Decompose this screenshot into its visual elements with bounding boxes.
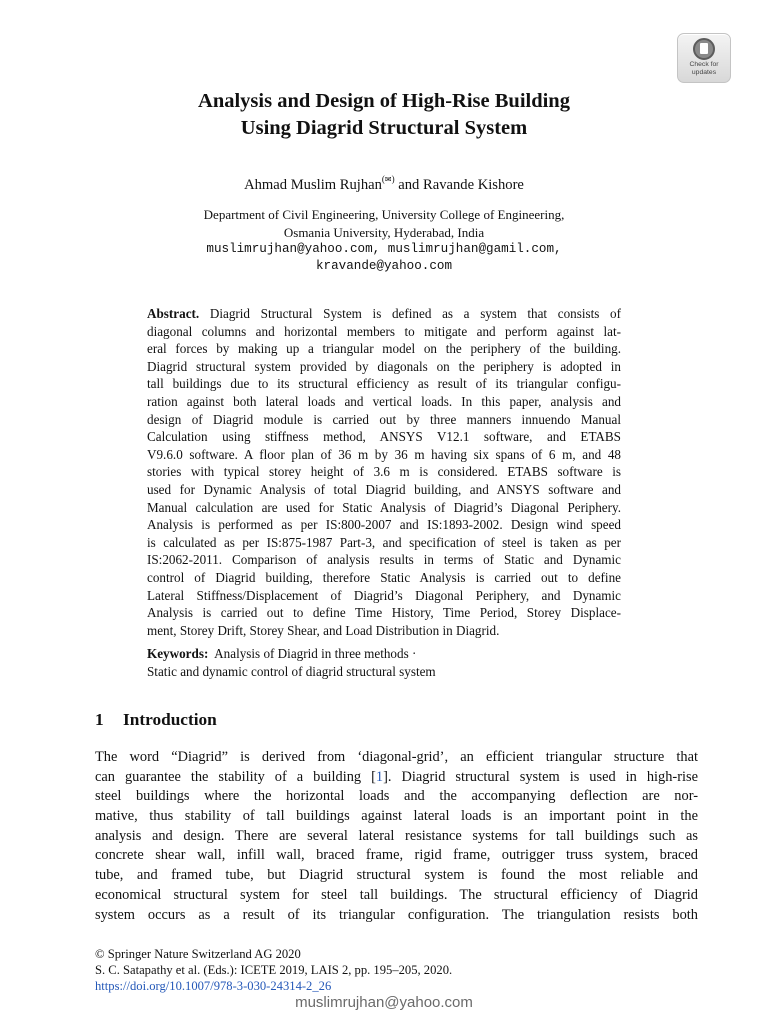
abstract-line: used for Dynamic Analysis of total Diagrid building, and ANSYS software and	[147, 481, 621, 497]
abstract-line: Diagrid structural system provided by diagonals on the periphery is adopted in	[147, 358, 621, 374]
abstract-line: Analysis is performed as per IS:800-2007 and IS:1893-2002. Design wind speed	[147, 517, 621, 533]
authors	[100, 170, 668, 195]
abstract-line: Calculation using stiffness method, ANSYS V12.1 software, and ETABS	[147, 429, 621, 445]
body-line: The word “Diagrid” is derived from ‘diagonal-grid’, an efficient triangular structure that	[95, 749, 698, 765]
abstract-line: is calculated as per IS:875-1987 Part-3, and specification of steel is taken as per	[147, 534, 621, 550]
email-line[interactable]: kravande@yahoo.com	[315, 259, 453, 273]
citation-line: S. C. Satapathy et al. (Eds.): ICETE 2019, LAIS 2, pp. 195–205, 2020.	[95, 963, 453, 977]
citation-link[interactable]: 1	[375, 768, 384, 785]
keywords	[147, 645, 621, 681]
introduction-body	[95, 748, 698, 925]
email-line[interactable]: muslimrujhan@yahoo.com, muslimrujhan@gamil.com,	[206, 242, 562, 256]
abstract-line: stories with typical storey height of 3.6 m is considered. ETABS software is	[147, 464, 621, 480]
body-line: concrete shear wall, infill wall, braced frame, rigid frame, outrigger truss system, braced	[95, 847, 698, 864]
abstract-line: Manual calculation are used for Static Analysis of Diagrid’s Diagonal Periphery.	[147, 499, 621, 515]
abstract	[147, 305, 621, 639]
abstract-label: Abstract.	[147, 306, 200, 321]
check-for-updates-badge[interactable]	[677, 33, 731, 83]
title-line-2: Using Diagrid Structural System	[240, 117, 528, 139]
keywords-line: Static and dynamic control of diagrid structural system	[147, 664, 436, 679]
abstract-line: IS:2062-2011. Comparison of analysis results in terms of Static and Dynamic	[147, 552, 621, 568]
body-line: system occurs as a result of its triangular configuration. The triangulation resists both	[95, 906, 698, 923]
abstract-line: V9.6.0 software. A floor plan of 36 m by 36 m having six spans of 6 m, and 48	[147, 446, 621, 462]
bookmark-icon	[693, 38, 715, 60]
copyright-line: © Springer Nature Switzerland AG 2020	[95, 947, 301, 961]
abstract-line: eral forces by making up a triangular model on the periphery of the building.	[147, 341, 621, 357]
doi-link[interactable]: https://doi.org/10.1007/978-3-030-24314-2_26	[95, 979, 332, 993]
section-title: Introduction	[123, 710, 217, 729]
abstract-line: ration against both lateral loads and vertical loads. In this paper, analysis and	[147, 393, 621, 409]
watermark-text: muslimrujhan@yahoo.com	[295, 994, 473, 1011]
abstract-line: Lateral Stiffness/Displacement of Diagrid’s Diagonal Periphery, and Dynamic	[147, 587, 621, 603]
author-name: Ahmad Muslim Rujhan	[244, 176, 382, 193]
badge-label: Check for updates	[689, 61, 719, 76]
body-line: economical structural system for steel tall buildings. The structural efficiency of Diagrid	[95, 886, 698, 903]
body-line: tube, and framed tube, but Diagrid structural system is found the most reliable and	[95, 867, 698, 884]
footer	[95, 946, 695, 994]
keywords-label: Keywords:	[147, 646, 209, 661]
corresponding-author-mark: (✉)	[382, 174, 395, 184]
abstract-line: tall buildings due to its structural efficiency as result of its triangular configu-	[147, 376, 621, 392]
abstract-line: Analysis is carried out to define Time History, Time Period, Storey Displace-	[147, 605, 621, 621]
author-separator: and	[394, 176, 423, 193]
author-name: Ravande Kishore	[423, 176, 524, 193]
envelope-icon[interactable]: ✉	[384, 175, 392, 184]
abstract-line: diagonal columns and horizontal members to mitigate and perform against lat-	[147, 323, 621, 339]
abstract-line: ment, Storey Drift, Storey Shear, and Load Distribution in Diagrid.	[147, 622, 500, 638]
affiliation-line: Department of Civil Engineering, University College of Engineering,	[203, 207, 565, 222]
section-number: 1	[95, 710, 104, 729]
section-heading	[95, 709, 217, 731]
keywords-line: Keywords: Analysis of Diagrid in three methods ·	[147, 646, 417, 661]
body-line: analysis and design. There are several lateral resistance systems for tall buildings such as	[95, 827, 698, 844]
body-line: can guarantee the stability of a building [1]. Diagrid structural system is used in high-rise	[95, 768, 698, 785]
title-line-1: Analysis and Design of High-Rise Building	[198, 90, 570, 112]
abstract-line: design of Diagrid module is carried out by three manners innuendo Manual	[147, 411, 621, 427]
body-line: mative, thus stability of tall buildings against lateral loads is an important point in the	[95, 808, 698, 825]
affiliation-line: Osmania University, Hyderabad, India	[283, 225, 485, 240]
body-line: steel buildings where the horizontal loads and the accompanying deflection are nor-	[95, 788, 698, 805]
abstract-line: Abstract. Diagrid Structural System is defined as a system that consists of	[147, 306, 621, 321]
abstract-line: control of Diagrid building, therefore Static Analysis is carried out to define	[147, 569, 621, 585]
